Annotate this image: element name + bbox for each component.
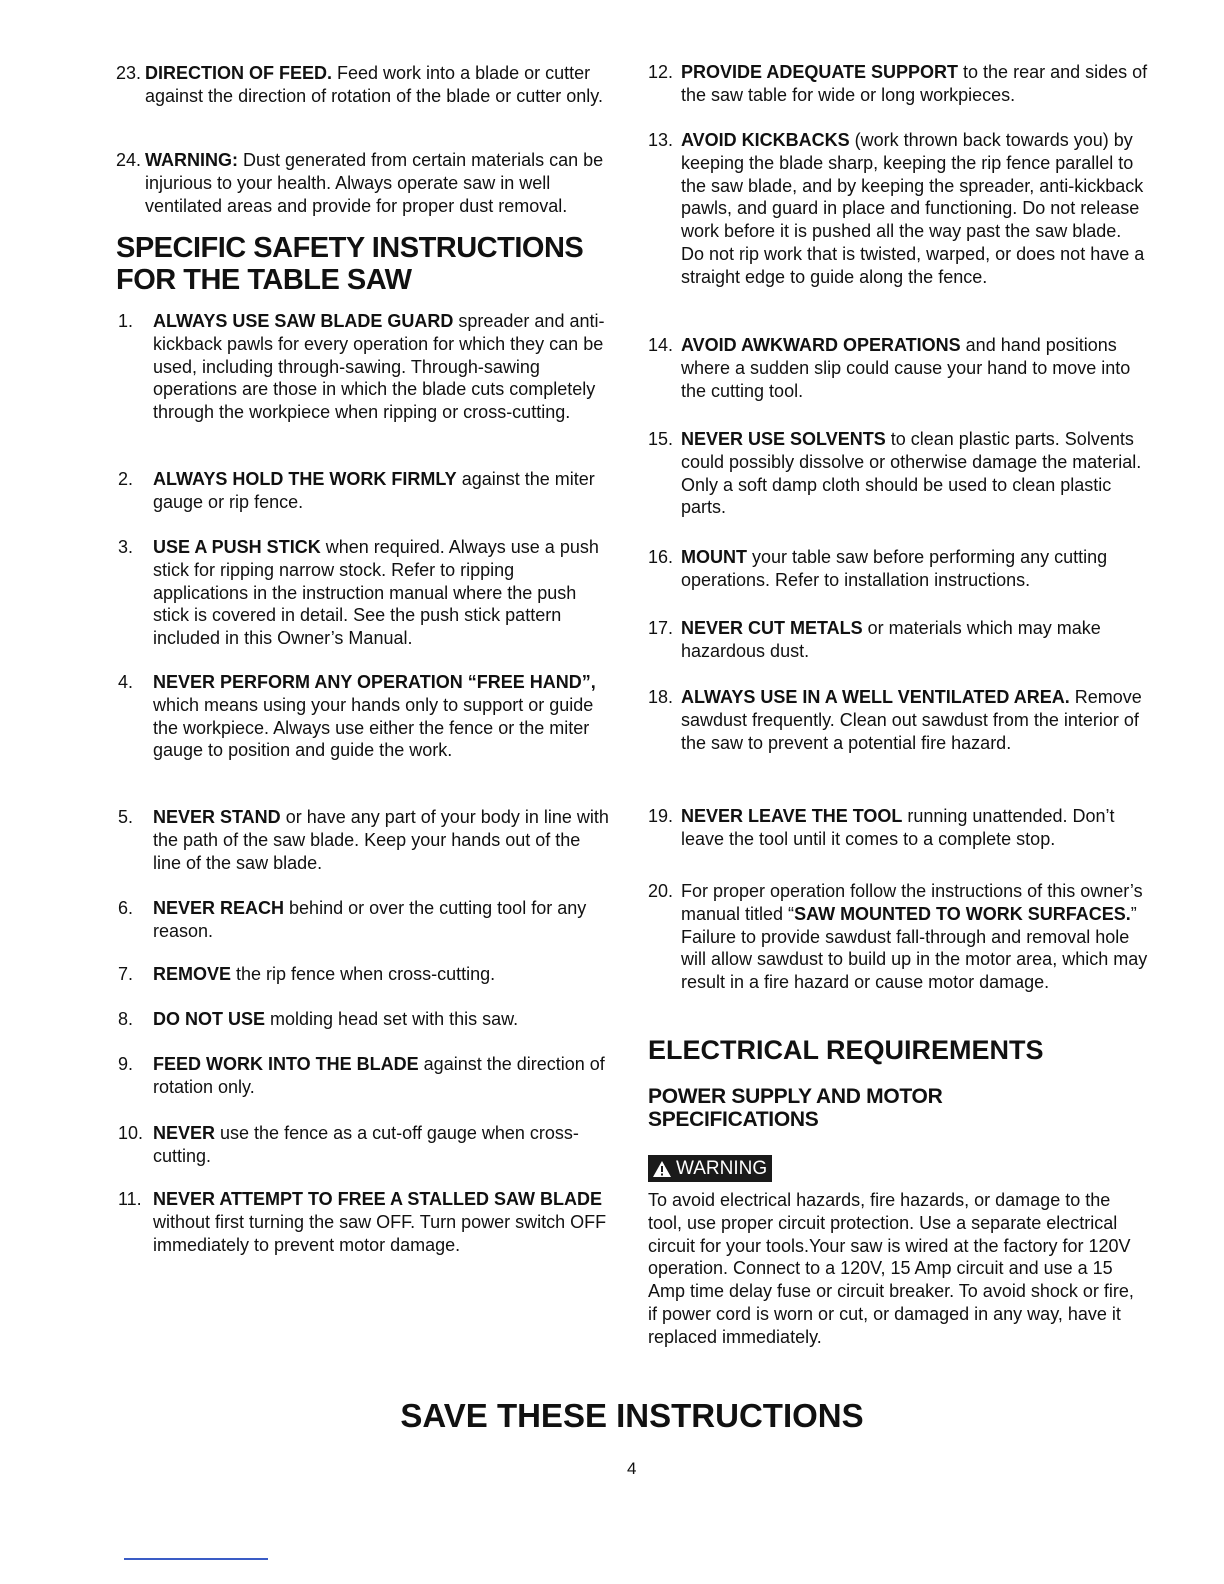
warning-text: To avoid electrical hazards, fire hazards, or damage to the tool, use proper circuit protection. Use a separate electrical circuit for your tools.Your saw is wired at the factory for 120V operation. Connect to a 120V, 15 Amp circuit and use a 15 Amp time delay fuse or circuit breaker. To avoid shock or fire, if power cord is worn or cut, or damaged in any way, have it replaced immediately. [648,1190,1134,1347]
item-text: For proper operation follow the instructions of this owner’s manual titled “ [681,881,1143,924]
item-text: molding head set with this saw. [265,1009,519,1029]
item-lead: ALWAYS HOLD THE WORK FIRMLY [153,469,457,489]
item-number: 1. [118,311,134,331]
list-item [648,686,1148,754]
list-item [118,963,612,986]
item-lead: ALWAYS USE IN A WELL VENTILATED AREA. [681,687,1070,707]
item-text: against the direction of rotation only. [153,1054,605,1097]
section-title-line: FOR THE TABLE SAW [116,264,412,296]
item-lead: NEVER LEAVE THE TOOL [681,806,903,826]
item-number: 18. [648,687,674,707]
item-number: 8. [118,1009,134,1029]
item-text: the rip fence when cross-cutting. [231,964,496,984]
item-lead: PROVIDE ADEQUATE SUPPORT [681,62,959,82]
item-lead: AVOID KICKBACKS [681,130,850,150]
warning-triangle-icon [652,1160,672,1178]
item-text: without first turning the saw OFF. Turn power switch OFF immediately to prevent motor damage. [153,1211,607,1255]
list-item [118,897,612,943]
item-text: against the miter gauge or rip fence. [153,469,595,512]
item-text: Feed work into a blade or cutter against the direction of rotation of the blade or cutter only. [145,63,603,106]
item-lead: NEVER CUT METALS [681,618,863,638]
list-item [648,617,1148,663]
item-lead: ALWAYS USE SAW BLADE GUARD [153,311,454,331]
item-lead: NEVER STAND [153,807,281,827]
item-number: 17. [648,618,674,638]
item-number: 13. [648,130,674,150]
list-item [648,428,1148,519]
item-number: 23. [116,63,142,83]
item-number: 14. [648,335,674,355]
item-text: which means using your hands only to support or guide the workpiece. Always use either the fence or the miter gauge to position and guide the work. [153,694,594,761]
item-number: 2. [118,469,134,489]
list-item [116,62,636,108]
list-item [648,805,1158,851]
item-text: Dust generated from certain materials can be injurious to your health. Always operate saw in well ventilated areas and provide for proper dust removal. [145,150,604,216]
list-item [648,129,1148,289]
save-instructions-title: SAVE THESE INSTRUCTIONS [400,1397,864,1434]
item-number: 20. [648,881,674,901]
item-lead: DO NOT USE [153,1009,266,1029]
electrical-heading: ELECTRICAL REQUIREMENTS [648,1035,1044,1065]
item-text: when required. Always use a push stick for ripping narrow stock. Refer to ripping applications in the instruction manual where the push stick is covered in detail. See the push stick pattern included in this Owner’s Manual. [153,537,599,649]
item-number: 7. [118,964,134,984]
list-item [118,1008,612,1031]
item-lead: USE A PUSH STICK [153,537,321,557]
list-item [118,536,612,650]
item-number: 11. [118,1189,142,1209]
item-number: 6. [118,898,134,918]
divider [124,1558,268,1560]
item-number: 3. [118,537,134,557]
item-number: 16. [648,547,674,567]
item-lead: SAW MOUNTED TO WORK SURFACES. [794,903,1131,924]
list-item [648,546,1148,592]
heading-line: POWER SUPPLY AND MOTOR [648,1085,943,1108]
list-item [648,334,1148,402]
list-item [118,806,612,874]
item-text: to clean plastic parts. Solvents could possibly dissolve or otherwise damage the material. Only a soft damp cloth should be used to clean plastic parts. [681,429,1142,518]
section-title [116,232,583,296]
item-lead: NEVER ATTEMPT TO FREE A STALLED SAW BLADE [153,1189,603,1209]
item-text: your table saw before performing any cutting operations. Refer to installation instructions. [681,547,1108,590]
list-item [116,149,626,217]
list-item [118,671,612,762]
item-text: Remove sawdust frequently. Clean out sawdust from the interior of the saw to prevent a potential fire hazard. [681,687,1142,753]
item-lead: WARNING: [145,150,238,170]
item-number: 12. [648,62,674,82]
list-item [118,1188,612,1256]
list-item [118,310,612,424]
warning-badge [648,1155,772,1182]
item-text: to the rear and sides of the saw table for wide or long workpieces. [681,62,1148,105]
heading-line: SPECIFICATIONS [648,1108,819,1131]
item-lead: NEVER PERFORM ANY OPERATION “FREE HAND”, [153,672,596,692]
list-item [118,1053,612,1099]
item-lead: AVOID AWKWARD OPERATIONS [681,335,961,355]
item-text: and hand positions where a sudden slip could cause your hand to move into the cutting tool. [681,335,1131,401]
list-item [648,880,1148,994]
item-text: or have any part of your body in line with the path of the saw blade. Keep your hands out of the line of the saw blade. [153,807,609,873]
item-lead: NEVER USE SOLVENTS [681,429,886,449]
item-number: 24. [116,150,142,170]
warning-label: WARNING [676,1158,768,1179]
item-lead: NEVER REACH [153,898,285,918]
section-title-line: SPECIFIC SAFETY INSTRUCTIONS [116,232,584,264]
list-item [118,1122,612,1168]
item-text: use the fence as a cut-off gauge when cross-cutting. [153,1123,579,1166]
item-lead: FEED WORK INTO THE BLADE [153,1054,419,1074]
item-number: 5. [118,807,134,827]
item-number: 10. [118,1123,144,1143]
item-text: or materials which may make hazardous dust. [681,618,1101,661]
item-number: 15. [648,429,674,449]
list-item [118,468,612,514]
item-lead: DIRECTION OF FEED. [145,63,333,83]
item-lead: NEVER [153,1123,216,1143]
item-text: behind or over the cutting tool for any reason. [153,898,587,941]
item-number: 4. [118,672,134,692]
page-number: 4 [627,1459,637,1478]
item-text: spreader and anti-kickback pawls for every operation for which they can be used, including through-sawing. Through-sawing operations are those in which the blade cuts completely through the workpiece when ripping or cross-cutting. [153,311,605,423]
item-text: (work thrown back towards you) by keeping the blade sharp, keeping the rip fence parallel to the saw blade, and by keeping the spreader, anti-kickback pawls, and guard in place and functioning. Do not release work before it is pushed all the way past the saw blade. Do not rip work that is twisted, warped, or does not have a straight edge to guide along the fence. [681,130,1145,287]
item-number: 9. [118,1054,134,1074]
list-item [648,61,1148,107]
item-text: running unattended. Don’t leave the tool until it comes to a complete stop. [681,806,1115,849]
item-text: ” Failure to provide sawdust fall-through and removal hole will allow sawdust to build up in the motor area, which may result in a fire hazard or cause motor damage. [681,903,1148,993]
item-lead: MOUNT [681,547,747,567]
item-number: 19. [648,806,674,826]
item-lead: REMOVE [153,964,232,984]
power-supply-heading [648,1085,942,1131]
